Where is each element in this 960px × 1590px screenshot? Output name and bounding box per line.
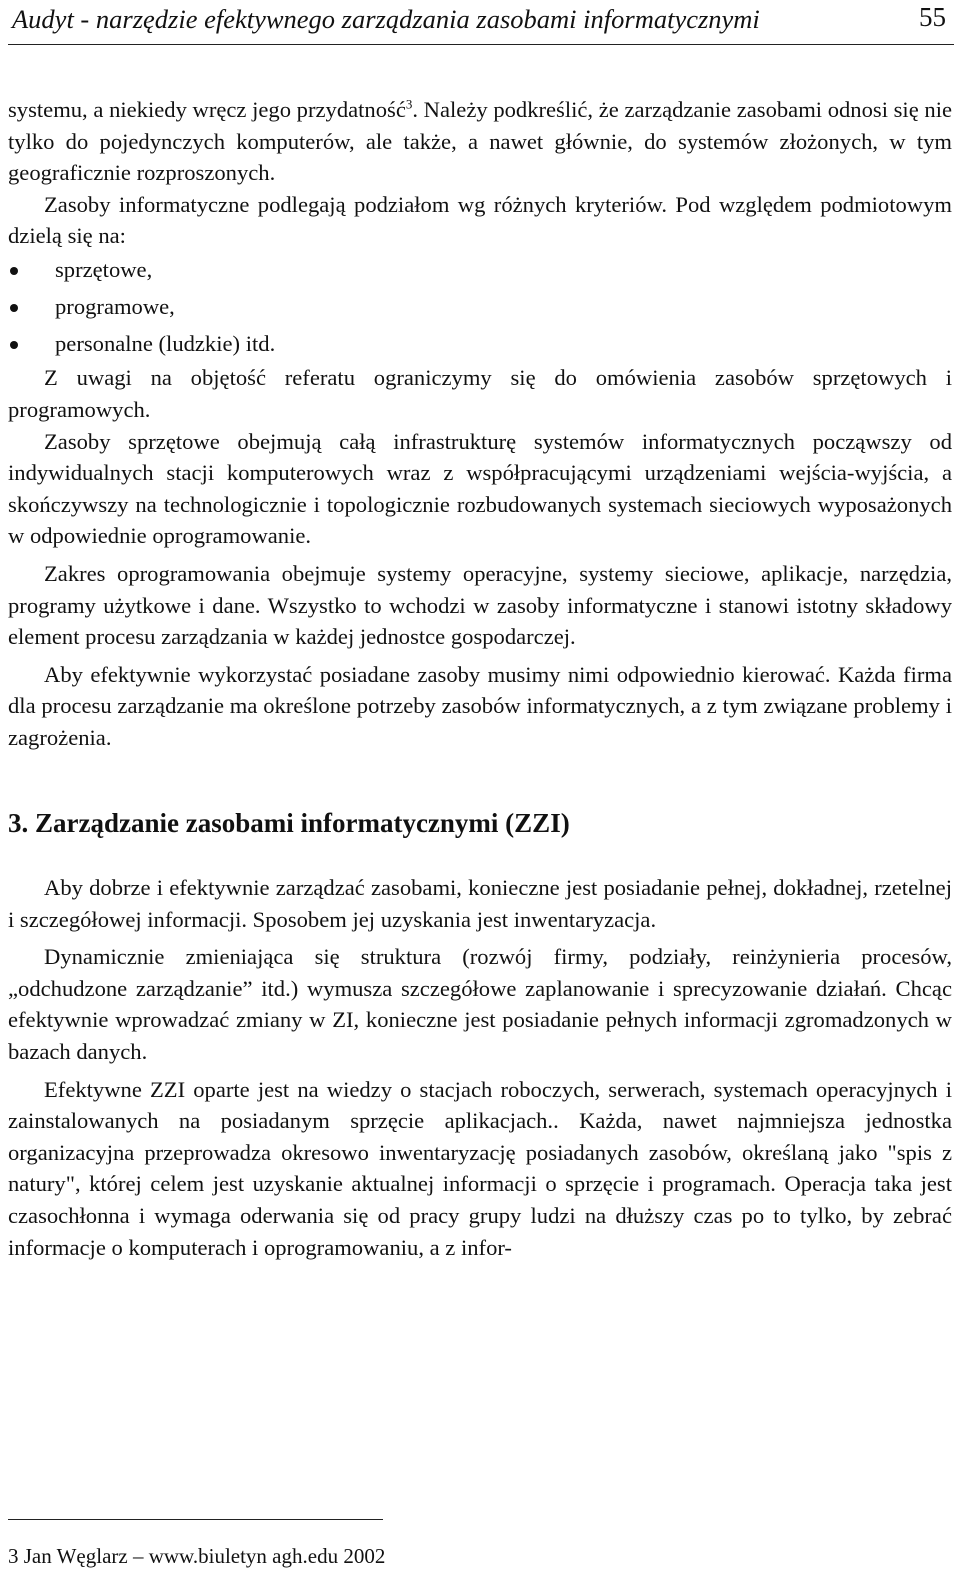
bullet-icon: [10, 341, 18, 349]
paragraph-scope: Z uwagi na objętość referatu ograniczymy się do omówienia zasobów sprzętowych i programowych.: [8, 365, 952, 422]
footnote-divider: [8, 1519, 383, 1520]
paragraph-inventory: Aby dobrze i efektywnie zarządzać zasobami, konieczne jest posiadanie pełnej, dokładnej, rzetelnej i szczegółowej informacji. Sposobem jej uzyskania jest inwentaryzacja.: [8, 875, 952, 932]
list-item-label: personalne (ludzkie) itd.: [55, 330, 276, 356]
paragraph-continuation: [8, 94, 952, 189]
section-heading: 3. Zarządzanie zasobami informatycznymi (ZZI): [8, 808, 570, 839]
paragraph-software-scope: Zakres oprogramowania obejmuje systemy operacyjne, systemy sieciowe, aplikacje, narzędzia, programy użytkowe i dane. Wszystko to wchodzi w zasoby informatyczne i stanowi istotny składowy element procesu zarządzania w każdej jednostce gospodarczej.: [8, 560, 952, 650]
list-item: [8, 252, 952, 289]
footnote: 3 Jan Węglarz – www.biuletyn agh.edu 2002: [8, 1544, 386, 1568]
paragraph-dynamic-structure: Dynamicznie zmieniająca się struktura (rozwój firmy, podziały, reinżynieria procesów, „odchudzone zarządzanie” itd.) wymusza szczegółowe zaplanowanie i sprecyzowanie działań. Chcąc efektywnie wprowadzać zmiany w ZI, konieczne jest posiadanie pełnych informacji zgromadzonych w bazach danych.: [8, 944, 952, 1065]
running-title: Audyt - narzędzie efektywnego zarządzania zasobami informatycznymi: [12, 4, 760, 34]
page-number: 55: [919, 2, 946, 32]
list-item: [8, 326, 952, 363]
paragraph-text: systemu, a niekiedy wręcz jego przydatność: [8, 97, 406, 122]
bullet-list: [8, 252, 952, 362]
list-item-label: sprzętowe,: [55, 256, 153, 282]
paragraph-hardware-resources: Zasoby sprzętowe obejmują całą infrastrukturę systemów informatycznych począwszy od indywidualnych stacji komputerowych wraz z współpracującymi urządzeniami wejścia-wyjścia, a skończywszy na technologicznie i topologicznie rozbudowanych systemach sieciowych wyposażonych w odpowiednie oprogramowanie.: [8, 428, 952, 549]
list-item: [8, 289, 952, 326]
paragraph-effective-use: Aby efektywnie wykorzystać posiadane zasoby musimy nimi odpowiednio kierować. Każda firma dla procesu zarządzanie ma określone potrzeby zasobów informatycznych, a z tym związane problemy i zagrożenia.: [8, 661, 952, 750]
bullet-icon: [10, 267, 18, 275]
footnote-reference[interactable]: 3: [405, 96, 413, 112]
running-header: [8, 0, 954, 45]
page-body: [8, 94, 952, 1263]
paragraph-text: . Należy podkreślić, że zarządzanie zasobami odnosi się nie tylko do pojedynczych komputerów, ale także, a nawet głównie, do systemów złożonych, w tym geograficznie rozproszonych.: [8, 97, 952, 186]
paragraph-effective-zzi: Efektywne ZZI oparte jest na wiedzy o stacjach roboczych, serwerach, systemach operacyjnych i zainstalowanych na posiadanym sprzęcie aplikacjach.. Każda, nawet najmniejsza jednostka organizacyjna przeprowadza okresowo inwentaryzację posiadanych zasobów, określaną jako "spis z natury", której celem jest uzyskanie aktualnej informacji o sprzęcie i programach. Operacja taka jest czasochłonna i wymaga oderwania się od pracy grupy ludzi na dłuższy czas po to tylko, by zebrać informacje o komputerach i oprogramowaniu, a z infor-: [8, 1076, 952, 1260]
list-item-label: programowe,: [55, 293, 175, 319]
paragraph-resource-division: Zasoby informatyczne podlegają podziałom wg różnych kryteriów. Pod względem podmiotowym dzielą się na:: [8, 191, 952, 249]
bullet-icon: [10, 304, 18, 312]
